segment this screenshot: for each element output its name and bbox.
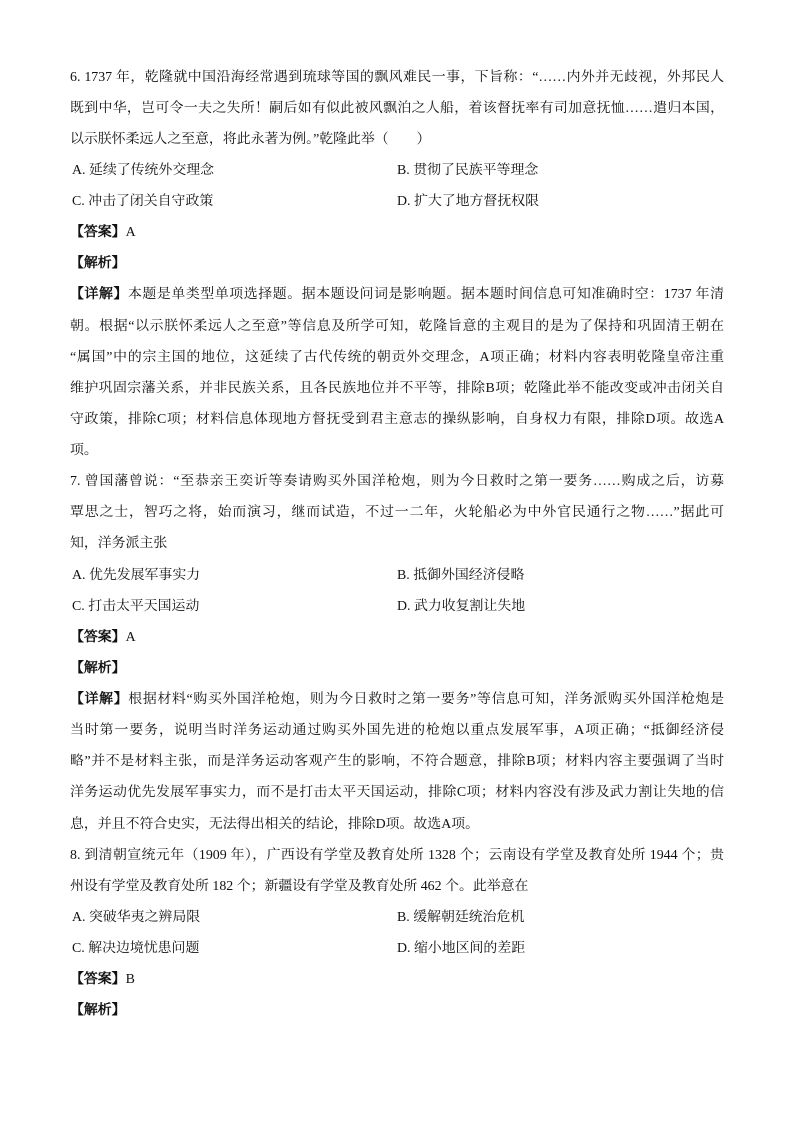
answer-line [70,622,724,653]
option-d: D. 缩小地区间的差距 [397,941,526,956]
detail-line: 守政策，排除C项；材料信息体现地方督抚受到君主意志的操纵影响，自身权力有限，排除D项。故选A [70,411,724,427]
detail-line [70,684,724,715]
option-c: C. 解决边境忧患问题 [72,941,200,956]
detail-line: 略”并不是材料主张，而是洋务运动客观产生的影响，不符合题意，排除B项；材料内容主要强调了当时 [70,754,724,770]
analysis-line [70,995,724,1026]
answer-label: 【答案】 [70,629,126,645]
detail-line: 朝。根据“以示朕怀柔远人之至意”等信息及所学可知，乾隆旨意的主观目的是为了保持和巩固清王朝在 [70,318,724,334]
options-row [70,933,724,964]
detail-line: 息，并且不符合史实，无法得出相关的结论，排除D项。故选A项。 [70,816,480,832]
question-stem-line: 以示朕怀柔远人之至意，将此永著为例。”乾隆此举（ ） [70,131,431,147]
question-6 [70,62,724,467]
detail-line: 项。 [70,443,98,458]
analysis-label: 【解析】 [70,660,126,676]
analysis-line [70,248,724,279]
option-d: D. 武力收复割让失地 [397,598,526,614]
analysis-line [70,653,724,684]
option-b: B. 贯彻了民族平等理念 [397,162,539,178]
question-stem-line: 知，洋务派主张 [70,536,168,552]
detail-line: “属国”中的宗主国的地位，这延续了古代传统的朝贡外交理念，A项正确；材料内容表明乾隆皇帝注重 [70,349,724,365]
detail-label: 【详解】 [70,692,129,707]
option-a: A. 突破华夷之辨局限 [72,909,201,925]
question-7 [70,466,724,840]
question-stem-line: 州设有学堂及教育处所 182 个；新疆设有学堂及教育处所 462 个。此举意在 [70,878,529,894]
detail-line: 维护巩固宗藩关系，并非民族关系，且各民族地位并不平等，排除B项；乾隆此举不能改变或冲击闭关自 [70,380,724,396]
question-stem-line: 7. 曾国藩曾说：“至恭亲王奕䜣等奏请购买外国洋枪炮，则为今日救时之第一要务……购成之后，访募 [70,474,724,490]
option-d: D. 扩大了地方督抚权限 [397,194,539,209]
options-row [70,902,724,933]
detail-text: 本题是单类型单项选择题。据本题设问词是影响题。据本题时间信息可知准确时空：1737 年清 [127,287,724,303]
option-c: C. 打击太平天国运动 [72,598,200,614]
answer-value: A [125,225,136,241]
options-row [70,591,724,622]
question-8 [70,840,724,1027]
answer-value: A [125,629,136,645]
analysis-label: 【解析】 [70,256,126,272]
analysis-label: 【解析】 [70,1003,126,1019]
question-stem-line: 8. 到清朝宣统元年（1909 年），广西设有学堂及教育处所 1328 个；云南设有学堂及教育处所 1944 个；贵 [70,847,724,863]
detail-line [70,279,724,310]
answer-label: 【答案】 [70,972,126,988]
option-a: A. 优先发展军事实力 [72,567,201,583]
option-b: B. 抵御外国经济侵略 [397,567,525,583]
question-stem-line: 既到中华，岂可令一夫之失所！嗣后如有似此被风飘泊之人船，着该督抚率有司加意抚恤……遣归本国， [70,100,724,116]
option-c: C. 冲击了闭关自守政策 [72,194,214,209]
answer-value: B [125,972,135,988]
options-row [70,560,724,591]
detail-line: 当时第一要务，说明当时洋务运动通过购买外国先进的枪炮以重点发展军事，A项正确；“抵御经济侵 [70,723,724,739]
answer-line [70,217,724,248]
options-row [70,186,724,217]
question-stem-line: 6. 1737 年，乾隆就中国沿海经常遇到琉球等国的飘风难民一事，下旨称：“……内外并无歧视，外邦民人 [70,69,724,85]
options-row [70,155,724,186]
detail-label: 【详解】 [70,287,128,303]
option-a: A. 延续了传统外交理念 [72,162,214,178]
detail-text: 根据材料“购买外国洋枪炮，则为今日救时之第一要务”等信息可知，洋务派购买外国洋枪炮是 [128,692,724,707]
answer-line [70,964,724,995]
detail-line: 洋务运动优先发展军事实力，而不是打击太平天国运动，排除C项；材料内容没有涉及武力割让失地的信 [70,785,724,801]
document-page [70,62,724,1027]
option-b: B. 缓解朝廷统治危机 [397,909,525,925]
question-stem-line: 覃思之士，智巧之将，始而演习，继而试造，不过一二年，火轮船必为中外官民通行之物……”据此可 [70,505,724,521]
answer-label: 【答案】 [70,225,126,241]
